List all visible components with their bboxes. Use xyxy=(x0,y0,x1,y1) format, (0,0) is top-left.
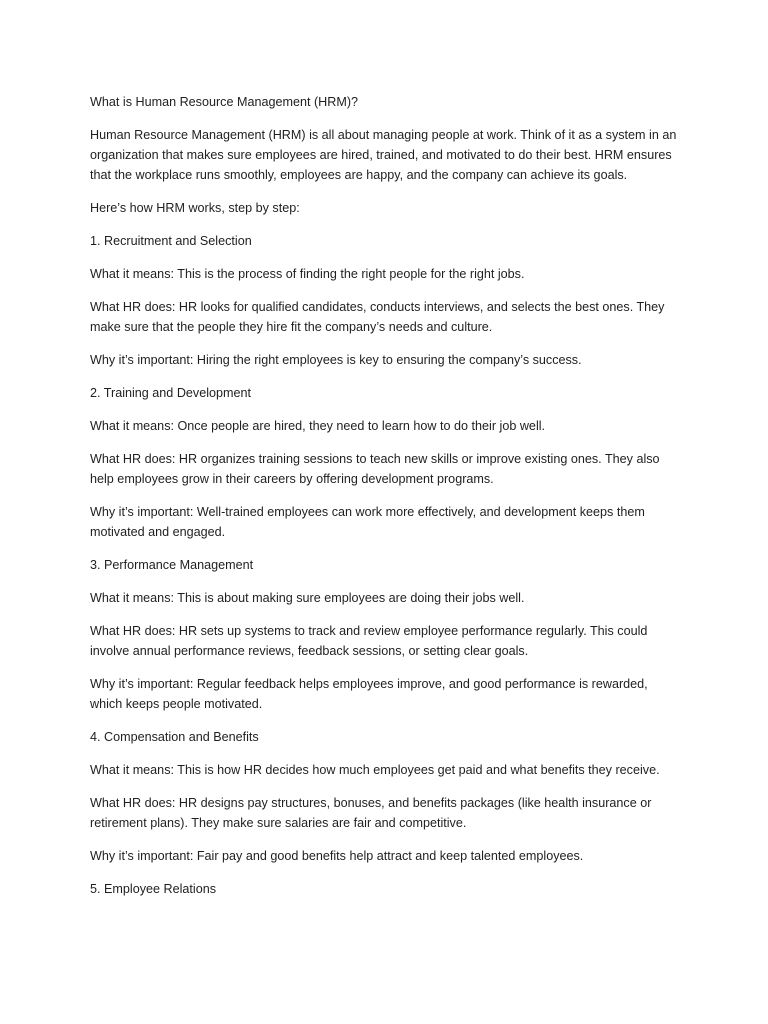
document-page xyxy=(90,92,680,912)
compensation-why-important: Why it’s important: Fair pay and good benefits help attract and keep talented employees. xyxy=(90,849,584,863)
performance-what-it-means: What it means: This is about making sure employees are doing their jobs well. xyxy=(90,591,525,605)
performance-what-hr-does: What HR does: HR sets up systems to track and review employee performance regularly. This could involve annual performance reviews, feedback sessions, or setting clear goals. xyxy=(90,624,648,658)
section-heading-compensation: 4. Compensation and Benefits xyxy=(90,730,259,744)
training-what-it-means: What it means: Once people are hired, they need to learn how to do their job well. xyxy=(90,419,546,433)
compensation-what-hr-does: What HR does: HR designs pay structures, bonuses, and benefits packages (like health insurance or retirement plans). They make sure salaries are fair and competitive. xyxy=(90,796,652,830)
section-heading-employee-relations: 5. Employee Relations xyxy=(90,882,217,896)
compensation-what-it-means: What it means: This is how HR decides how much employees get paid and what benefits they receive. xyxy=(90,763,660,777)
training-why-important: Why it’s important: Well-trained employees can work more effectively, and development keeps them motivated and engaged. xyxy=(90,505,645,539)
section-heading-recruitment: 1. Recruitment and Selection xyxy=(90,234,252,248)
recruitment-what-it-means: What it means: This is the process of finding the right people for the right jobs. xyxy=(90,267,525,281)
lead-paragraph: Here’s how HRM works, step by step: xyxy=(90,201,300,215)
section-heading-performance: 3. Performance Management xyxy=(90,558,254,572)
recruitment-why-important: Why it’s important: Hiring the right employees is key to ensuring the company’s success. xyxy=(90,353,582,367)
training-what-hr-does: What HR does: HR organizes training sessions to teach new skills or improve existing ones. They also help employees grow in their careers by offering development programs. xyxy=(90,452,660,486)
performance-why-important: Why it’s important: Regular feedback helps employees improve, and good performance is rewarded, which keeps people motivated. xyxy=(90,677,648,711)
section-heading-training: 2. Training and Development xyxy=(90,386,252,400)
recruitment-what-hr-does: What HR does: HR looks for qualified candidates, conducts interviews, and selects the best ones. They make sure that the people they hire fit the company’s needs and culture. xyxy=(90,300,665,334)
document-title: What is Human Resource Management (HRM)? xyxy=(90,95,359,109)
intro-paragraph: Human Resource Management (HRM) is all about managing people at work. Think of it as a system in an organization that makes sure employees are hired, trained, and motivated to do their best. HRM ensures that the workplace runs smoothly, employees are happy, and the company can achieve its goals. xyxy=(90,128,677,182)
